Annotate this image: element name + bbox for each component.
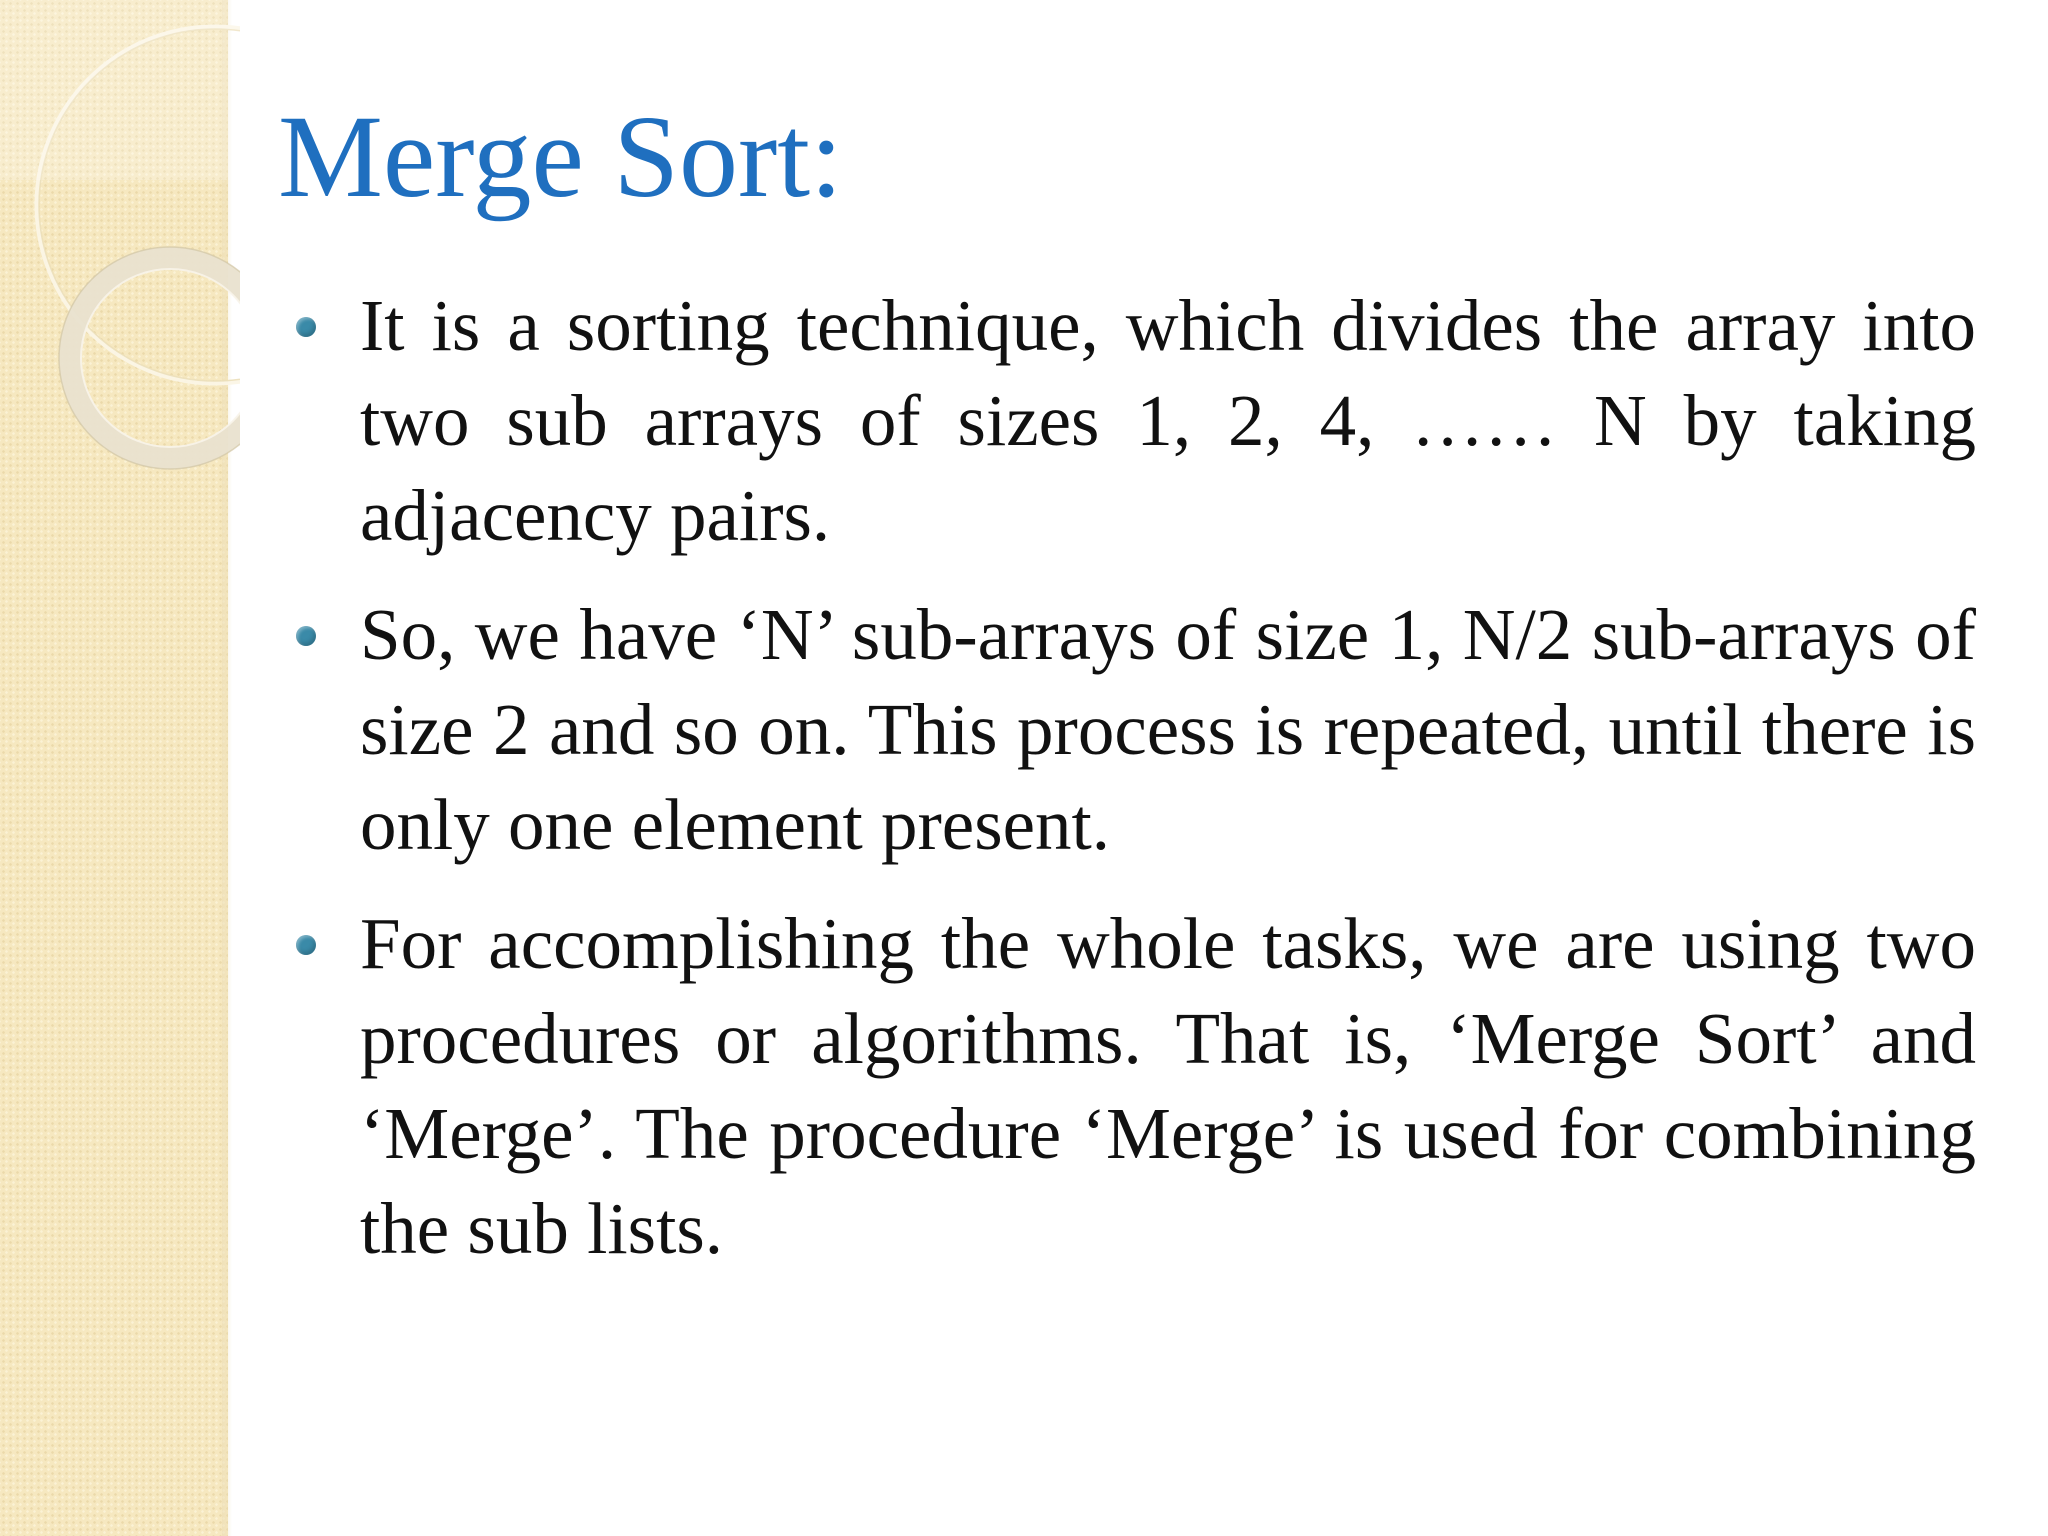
decorative-rings — [0, 0, 240, 520]
bullet-text: It is a sorting technique, which divides the array into two sub arrays of sizes 1, 2, 4, …… N by taking adjacency pairs. — [360, 285, 1976, 556]
round-bullet-icon — [296, 626, 316, 646]
bullet-list — [292, 278, 1976, 1300]
round-bullet-icon — [296, 935, 316, 955]
bullet-text: For accomplishing the whole tasks, we are using two procedures or algorithms. That is, ‘Merge Sort’ and ‘Merge’. The procedure ‘Merge’ is used for combining the sub lists. — [360, 903, 1976, 1269]
bullet-item — [292, 278, 1976, 563]
slide-title: Merge Sort: — [278, 91, 843, 222]
round-bullet-icon — [296, 317, 316, 337]
bullet-text: So, we have ‘N’ sub-arrays of size 1, N/2 sub-arrays of size 2 and so on. This process is repeated, until there is only one element present. — [360, 594, 1976, 865]
bullet-item — [292, 896, 1976, 1276]
bullet-item — [292, 587, 1976, 872]
